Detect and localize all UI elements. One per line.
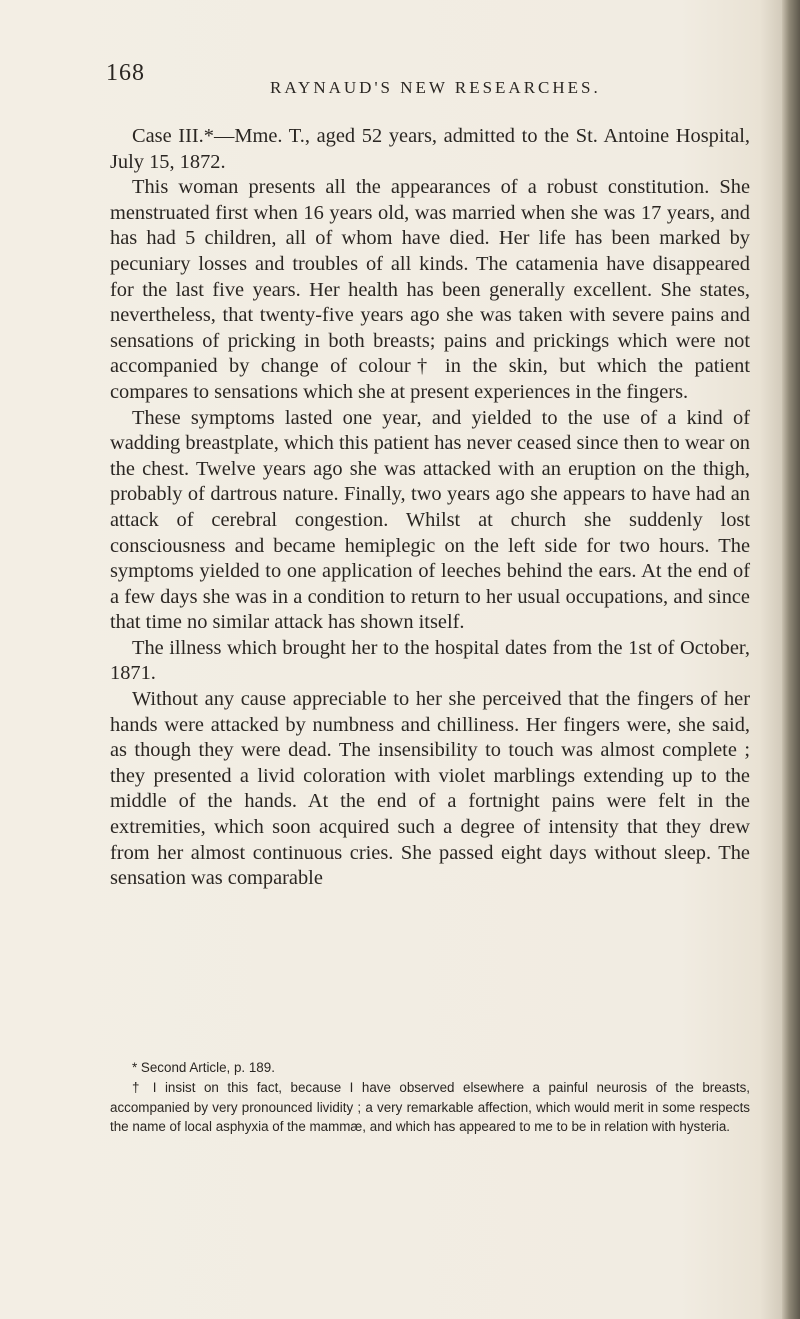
footnote: † I insist on this fact, because I have observed elsewhere a painful neurosis of the breasts, accompanied by very pronounced lividity ; a very remarkable affection, which would merit in some respects the name of local asphyxia of the mammæ, and which has appeared to me to be in relation with hysteria.	[110, 1079, 750, 1135]
footnotes	[110, 1058, 750, 1137]
paragraph-case-heading: Case III.*—Mme. T., aged 52 years, admitted to the St. Antoine Hospital, July 15, 1872.	[110, 125, 750, 173]
paragraph: This woman presents all the appearances of a robust constitution. She menstruated first when 16 years old, was married when she was 17 years, and has had 5 children, all of whom have died. Her life has been marked by pecuniary losses and troubles of all kinds. The catamenia have disappeared for the last five years. Her health has been generally excellent. She states, nevertheless, that twenty-five years ago she was taken with severe pains and sensations of pricking in both breasts; pains and prickings which were not accompanied by change of colour† in the skin, but which the patient compares to sensations which she at present experiences in the fingers.	[110, 176, 750, 403]
running-head: RAYNAUD'S NEW RESEARCHES.	[270, 78, 601, 97]
footnote: * Second Article, p. 189.	[132, 1060, 275, 1075]
body-text	[110, 124, 750, 892]
page-edge-shadow	[782, 0, 800, 1319]
paragraph: These symptoms lasted one year, and yielded to the use of a kind of wadding breastplate, which this patient has never ceased since then to wear on the chest. Twelve years ago she was attacked with an eruption on the thigh, probably of dartrous nature. Finally, two years ago she appears to have had an attack of cerebral congestion. Whilst at church she suddenly lost consciousness and became hemiplegic on the left side for two hours. The symptoms yielded to one application of leeches behind the ears. At the end of a few days she was in a condition to return to her usual occupations, and since that time no similar attack has shown itself.	[110, 406, 750, 634]
paragraph: The illness which brought her to the hospital dates from the 1st of October, 1871.	[110, 636, 750, 685]
page-number: 168	[106, 60, 145, 86]
page-header	[106, 60, 750, 114]
paragraph: Without any cause appreciable to her she perceived that the fingers of her hands were attacked by numbness and chilliness. Her fingers were, she said, as though they were dead. The insensibility to touch was almost complete ; they presented a livid coloration with violet marblings extending up to the middle of the hands. At the end of a fortnight pains were felt in the extremities, which soon acquired such a degree of intensity that they drew from her almost continuous cries. She passed eight days without sleep. The sensation was comparable	[110, 688, 750, 890]
